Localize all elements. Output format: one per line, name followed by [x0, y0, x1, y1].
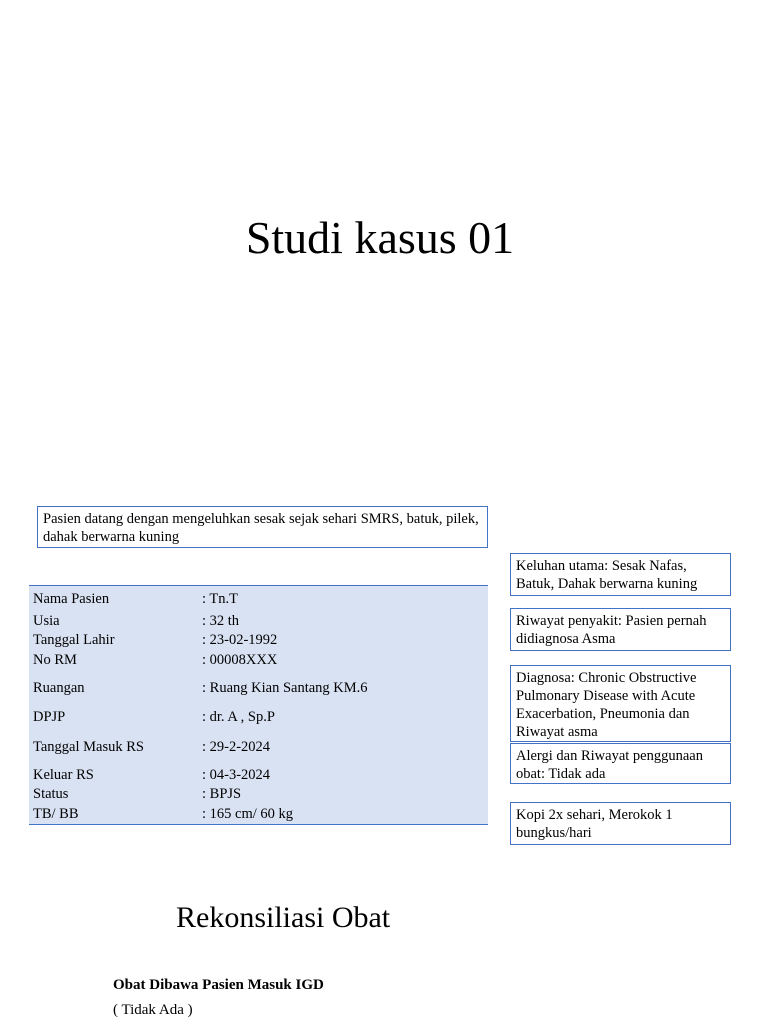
patient-row-admission — [29, 738, 488, 757]
row-label: Tanggal Lahir — [33, 632, 115, 648]
row-value: : Tn.T — [202, 591, 238, 607]
patient-row-room — [29, 679, 488, 698]
reconciliation-subtitle: Obat Dibawa Pasien Masuk IGD — [113, 977, 324, 993]
medical-history-box: Riwayat penyakit: Pasien pernah didiagnosa Asma — [510, 608, 731, 651]
patient-row-age — [29, 612, 488, 631]
row-value: : 29-2-2024 — [202, 739, 271, 755]
patient-row-rm — [29, 651, 488, 670]
patient-info-table — [29, 585, 488, 825]
row-value: : 32 th — [202, 613, 240, 629]
row-value: : 23-02-1992 — [202, 632, 278, 648]
row-value: : Ruang Kian Santang KM.6 — [202, 680, 368, 696]
row-label: Tanggal Masuk RS — [33, 739, 144, 755]
page-title: Studi kasus 01 — [245, 212, 515, 263]
row-value: : 165 cm/ 60 kg — [202, 806, 294, 822]
row-label: Nama Pasien — [33, 591, 110, 607]
row-label: No RM — [33, 652, 77, 668]
diagnosis-box: Diagnosa: Chronic Obstructive Pulmonary Disease with Acute Exacerbation, Pneumonia dan Riwayat asma — [510, 665, 731, 742]
row-label: Usia — [33, 613, 60, 629]
row-value: : 04-3-2024 — [202, 767, 271, 783]
row-label: Ruangan — [33, 680, 85, 696]
row-value: : BPJS — [202, 786, 242, 802]
patient-row-name — [29, 590, 488, 609]
reconciliation-title: Rekonsiliasi Obat — [176, 901, 391, 934]
patient-row-birthdate — [29, 631, 488, 650]
row-value: : 00008XXX — [202, 652, 278, 668]
patient-row-discharge — [29, 766, 488, 785]
patient-row-height-weight — [29, 805, 488, 824]
row-label: TB/ BB — [33, 806, 79, 822]
row-label: DPJP — [33, 709, 66, 725]
reconciliation-value: ( Tidak Ada ) — [113, 1002, 193, 1018]
complaint-box: Pasien datang dengan mengeluhkan sesak sejak sehari SMRS, batuk, pilek, dahak berwarna kuning — [37, 506, 488, 548]
patient-row-status — [29, 785, 488, 804]
row-label: Status — [33, 786, 69, 802]
row-value: : dr. A , Sp.P — [202, 709, 275, 725]
allergy-box: Alergi dan Riwayat penggunaan obat: Tidak ada — [510, 743, 731, 784]
lifestyle-box: Kopi 2x sehari, Merokok 1 bungkus/hari — [510, 802, 731, 845]
row-label: Keluar RS — [33, 767, 94, 783]
chief-complaint-box: Keluhan utama: Sesak Nafas, Batuk, Dahak berwarna kuning — [510, 553, 731, 596]
patient-row-dpjp — [29, 708, 488, 727]
